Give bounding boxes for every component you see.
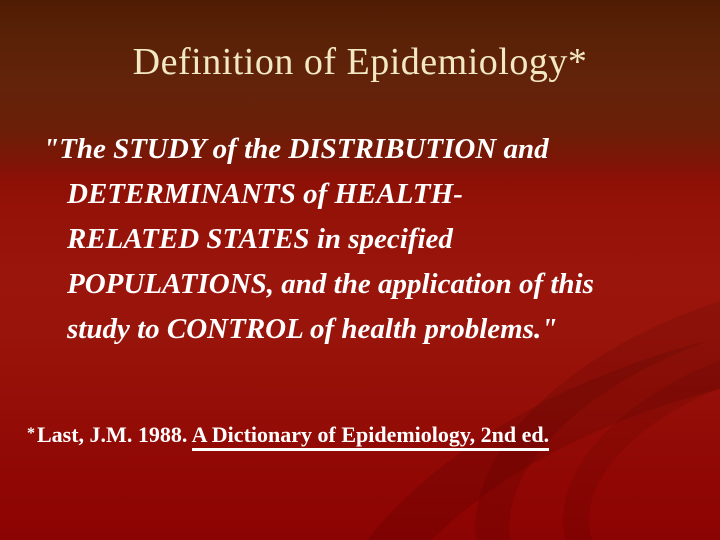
quote-line: DETERMINANTS of HEALTH- [67, 178, 463, 210]
footnote-asterisk: * [27, 425, 35, 442]
footnote-book-title: A Dictionary of Epidemiology, 2nd ed. [192, 422, 550, 451]
footnote-citation-text: Last, J.M. 1988. [37, 422, 192, 447]
quote-line: study to CONTROL of health problems." [67, 313, 558, 345]
citation-footnote [27, 420, 549, 453]
quote-line: "The STUDY of the DISTRIBUTION and [43, 133, 549, 165]
slide-title: Definition of Epidemiology* [132, 41, 588, 83]
quote-line: POPULATIONS, and the application of this [67, 268, 594, 300]
definition-quote [0, 127, 700, 352]
quote-line: RELATED STATES in specified [67, 223, 453, 255]
